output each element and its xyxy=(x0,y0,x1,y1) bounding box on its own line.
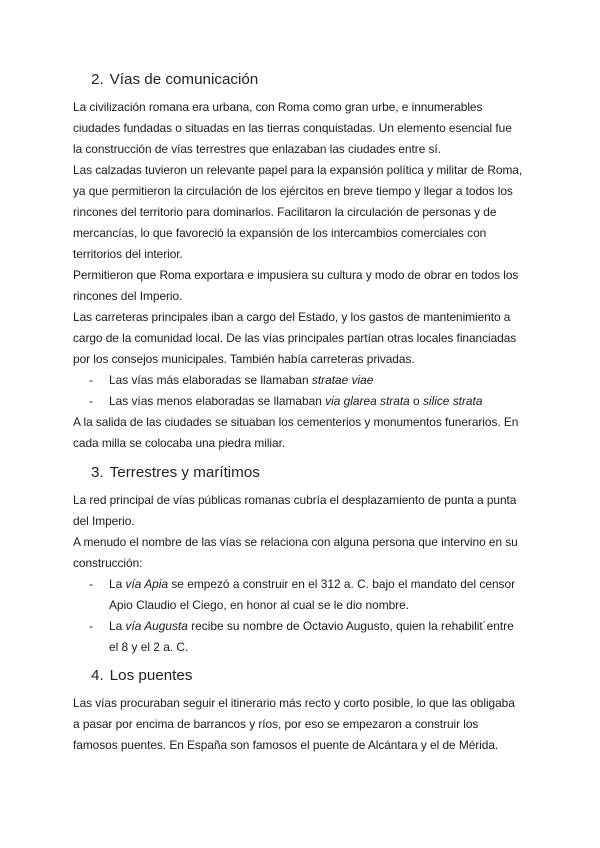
section-title: Terrestres y marítimos xyxy=(109,464,260,481)
section-number: 3. xyxy=(91,464,104,481)
bullet-dash: - xyxy=(89,577,93,591)
paragraph: A la salida de las ciudades se situaban los cementerios y monumentos funerarios. En cada milla se colocaba una piedra miliar. xyxy=(73,415,519,450)
list-item-term: silice strata xyxy=(422,394,483,408)
section-number: 4. xyxy=(91,667,104,684)
paragraph: La red principal de vías públicas romanas cubría el desplazamiento de punta a punta del Imperio. xyxy=(73,493,517,528)
list-item-term: vía Apia xyxy=(125,577,169,591)
list-item-term: via glarea strata xyxy=(325,394,410,408)
list-item-text: La xyxy=(109,577,126,591)
paragraph: Las carreteras principales iban a cargo del Estado, y los gastos de mantenimiento a cargo de la comunidad local. De las vías principales partían otras locales financiadas por los consejos municipales. También había carreteras privadas. xyxy=(73,310,517,366)
document-body xyxy=(73,69,523,756)
list-item xyxy=(73,616,523,658)
paragraph: A menudo el nombre de las vías se relaciona con alguna persona que intervino en su construcción: xyxy=(73,535,518,570)
section-heading-terrestres xyxy=(91,462,523,484)
list-item xyxy=(73,574,523,616)
bullet-list xyxy=(73,370,523,412)
list-item xyxy=(73,370,523,391)
section-number: 2. xyxy=(91,71,104,88)
paragraph: Las calzadas tuvieron un relevante papel para la expansión política y militar de Roma, ya que permitieron la circulación de los ejércitos en breve tiempo y llegar a todos los rincones del territorio para dominarlos. Facilitaron la circulación de personas y de mercancías, lo que favoreció la expansión de los intercambios comerciales con territorios del interior. xyxy=(73,163,523,261)
section-heading-puentes xyxy=(91,665,523,687)
list-item-text: La xyxy=(109,619,126,633)
list-item-text: o xyxy=(409,394,423,408)
bullet-dash: - xyxy=(89,619,93,633)
bullet-dash: - xyxy=(89,394,93,408)
paragraph: Permitieron que Roma exportara e impusiera su cultura y modo de obrar en todos los rincones del Imperio. xyxy=(73,268,519,303)
paragraph: La civilización romana era urbana, con Roma como gran urbe, e innumerables ciudades fundadas o situadas en las tierras conquistadas. Un elemento esencial fue la construcción de vías terrestres que enlazaban las ciudades entre sí. xyxy=(73,100,512,156)
bullet-list xyxy=(73,574,523,658)
list-item-text: Las vías menos elaboradas se llamaban xyxy=(109,394,326,408)
section-title: Vías de comunicación xyxy=(109,71,259,88)
bullet-dash: - xyxy=(89,373,93,387)
paragraph: Las vías procuraban seguir el itinerario más recto y corto posible, lo que las obligaba a pasar por encima de barrancos y ríos, por eso se empezaron a construir los famosos puentes. En España son famosos el puente de Alcántara y el de Mérida. xyxy=(73,696,515,752)
list-item-text: recibe su nombre de Octavio Augusto, quien la rehabilit´entre el 8 y el 2 a. C. xyxy=(109,619,514,654)
section-heading-vias xyxy=(91,69,523,91)
list-item-text: Las vías más elaboradas se llamaban xyxy=(109,373,312,387)
list-item-term: vía Augusta xyxy=(125,619,188,633)
list-item xyxy=(73,391,523,412)
list-item-text: se empezó a construir en el 312 a. C. bajo el mandato del censor Apio Claudio el Ciego, en honor al cual se le dio nombre. xyxy=(109,577,516,612)
list-item-term: stratae viae xyxy=(311,373,374,387)
section-title: Los puentes xyxy=(109,667,193,684)
